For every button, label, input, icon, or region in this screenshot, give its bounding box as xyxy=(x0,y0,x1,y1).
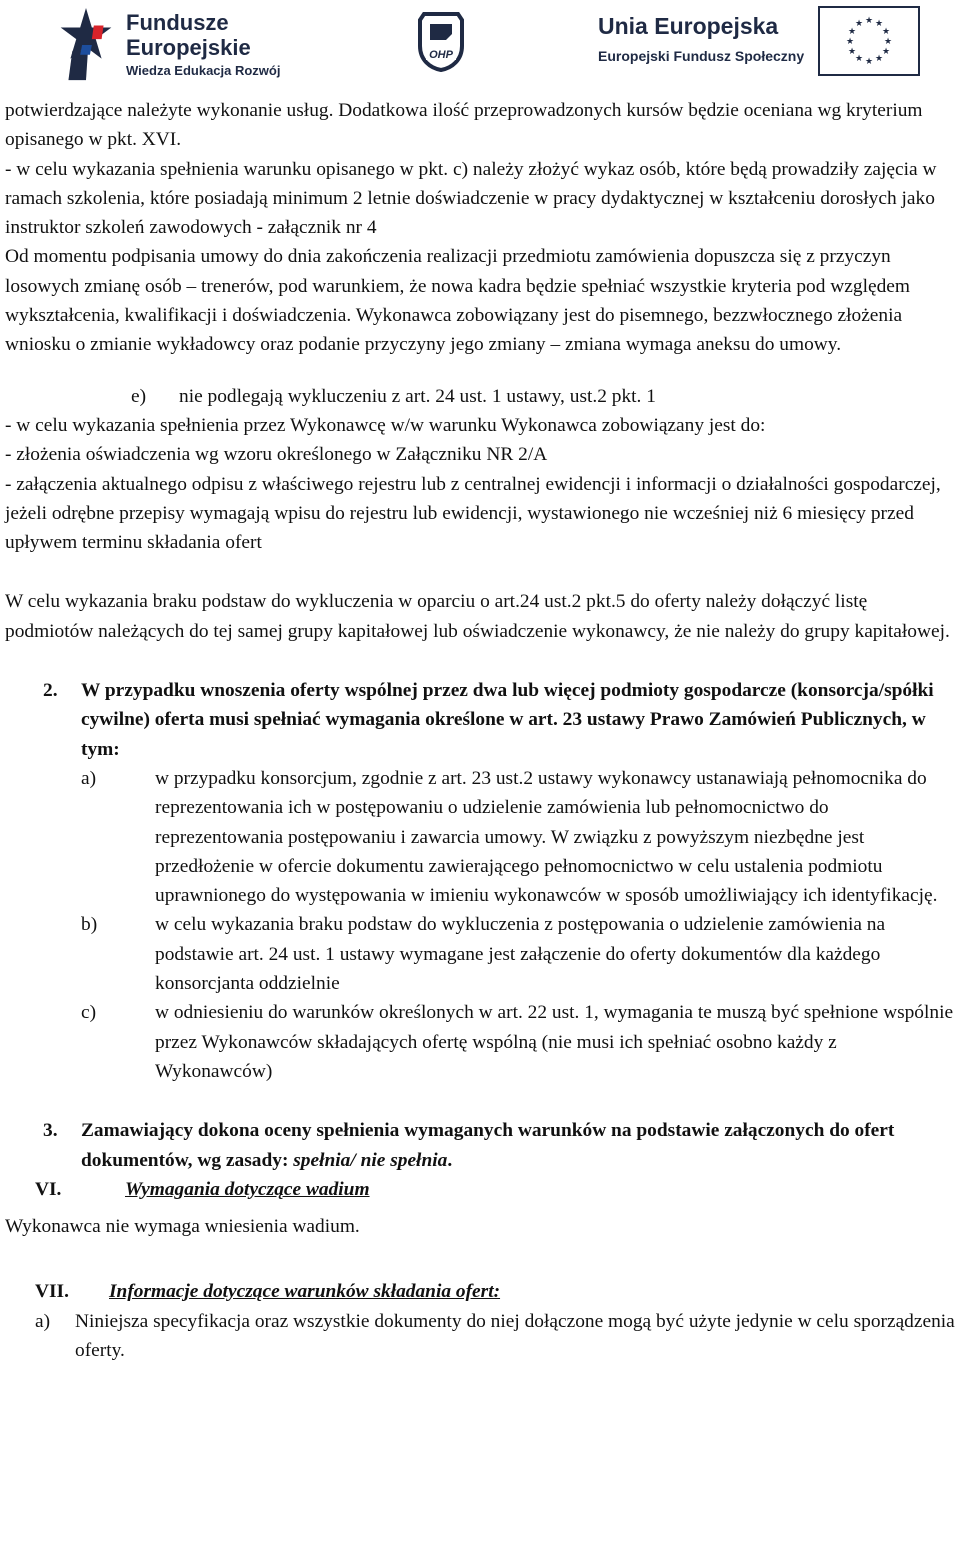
section-vii-heading xyxy=(5,1277,957,1306)
fe-title-line1: Fundusze xyxy=(126,10,229,35)
item-3-text-italic: spełnia/ nie spełnia xyxy=(293,1149,448,1171)
item-2b-label: b) xyxy=(81,914,98,936)
section-vi-label: VI. xyxy=(35,1178,62,1200)
svg-text:★: ★ xyxy=(847,47,857,57)
section-vii-label: VII. xyxy=(35,1281,69,1303)
item-2-text: W przypadku wnoszenia oferty wspólnej przez dwa lub więcej podmioty gospodarcze (konsorcja/spółki cywilne) oferta musi spełniać wymagania określone w art. 23 ustawy Prawo Zamówień Publicznych, w tym: xyxy=(81,680,934,760)
paragraph-p1: potwierdzające należyte wykonanie usług. Dodatkowa ilość przeprowadzonych kursów będzie oceniana wg kryterium opisanego w pkt. XVI. xyxy=(5,100,923,151)
fe-star-icon xyxy=(58,6,114,84)
section-vii-item-a-label: a) xyxy=(35,1310,51,1332)
item-2c-text: w odniesieniu do warunków określonych w art. 22 ust. 1, wymagania te muszą być spełnione wspólnie przez Wykonawców składających ofertę wspólną (nie musi ich spełniać osobno każdy z Wykonawców) xyxy=(155,1002,954,1082)
svg-text:★: ★ xyxy=(881,27,891,37)
item-2-label: 2. xyxy=(43,680,58,702)
item-2 xyxy=(5,676,957,764)
item-2c xyxy=(5,998,957,1086)
svg-text:★: ★ xyxy=(854,19,864,29)
paragraph-p5: - złożenia oświadczenia wg wzoru określonego w Załączniku NR 2/A xyxy=(5,444,548,466)
svg-text:★: ★ xyxy=(854,54,864,64)
paragraph-p3: Od momentu podpisania umowy do dnia zakończenia realizacji przedmiotu zamówienia dopuszcza się z przyczyn losowych zmianę osób – trenerów, pod warunkiem, że nowa kadra będzie spełniać wszystkie kryteria pod względem wykształcenia, kwalifikacji i doświadczenia. Wykonawca zobowiązany jest do pisemnego, bezzwłocznego złożenia wniosku o zmianie wykładowcy oraz podanie przyczyny jego zmiany – zmiana wymaga aneksu do umowy. xyxy=(5,246,910,356)
paragraph-p4: - w celu wykazania spełnienia przez Wykonawcę w/w warunku Wykonawca zobowiązany jest do: xyxy=(5,414,766,436)
item-e xyxy=(5,382,957,411)
svg-text:★: ★ xyxy=(874,54,884,64)
paragraph-p7: W celu wykazania braku podstaw do wykluczenia w oparciu o art.24 ust.2 pkt.5 do oferty należy dołączyć listę podmiotów należących do tej samej grupy kapitałowej lub oświadczenie wykonawcy, że nie należy do grupy kapitałowej. xyxy=(5,591,950,642)
section-vii-item-a xyxy=(5,1307,957,1366)
section-vi-title: Wymagania dotyczące wadium xyxy=(125,1178,370,1200)
fundusze-europejskie-logo xyxy=(58,6,280,84)
ohp-shield-icon xyxy=(416,10,466,72)
ohp-label: OHP xyxy=(429,49,453,61)
logo-header xyxy=(0,0,960,94)
document-body xyxy=(5,96,957,1365)
item-3 xyxy=(5,1116,957,1175)
section-vii-item-a-text: Niniejsza specyfikacja oraz wszystkie dokumenty do niej dołączone mogą być użyte jedynie w celu sporządzenia oferty. xyxy=(75,1310,955,1361)
item-2b-text: w celu wykazania braku podstaw do wykluczenia z postępowania o udzielenie zamówienia na podstawie art. 24 ust. 1 ustawy wymagane jest załączenie do oferty dokumentów dla każdego konsorcjanta oddzielnie xyxy=(155,914,886,995)
unia-europejska-logo xyxy=(598,12,804,66)
item-3-text-end: . xyxy=(447,1149,453,1171)
svg-text:★: ★ xyxy=(864,16,874,26)
eu-flag-icon xyxy=(818,6,920,76)
section-vii-title: Informacje dotyczące warunków składania ofert: xyxy=(109,1281,501,1303)
svg-text:★: ★ xyxy=(864,57,874,67)
item-2c-label: c) xyxy=(81,1002,97,1024)
ue-subtitle: Europejski Fundusz Społeczny xyxy=(598,48,805,64)
fe-title-line2: Europejskie xyxy=(126,35,251,60)
ue-title: Unia Europejska xyxy=(598,13,779,39)
item-2b xyxy=(5,910,957,998)
paragraph-p6: - załączenia aktualnego odpisu z właściwego rejestru lub z centralnej ewidencji i informacji o działalności gospodarczej, jeżeli odrębne przepisy wymagają wpisu do rejestru lub ewidencji, wystawionego nie wcześniej niż 6 miesięcy przed upływem terminu składania ofert xyxy=(5,473,941,554)
svg-text:★: ★ xyxy=(847,27,857,37)
item-2a xyxy=(5,764,957,910)
item-e-text: nie podlegają wykluczeniu z art. 24 ust. 1 ustawy, ust.2 pkt. 1 xyxy=(179,385,656,407)
item-e-label: e) xyxy=(131,385,147,407)
fe-subtitle: Wiedza Edukacja Rozwój xyxy=(126,63,281,78)
item-3-text xyxy=(81,1116,957,1175)
svg-text:★: ★ xyxy=(883,37,893,47)
section-vi-body: Wykonawca nie wymaga wniesienia wadium. xyxy=(5,1216,360,1238)
item-2a-text: w przypadku konsorcjum, zgodnie z art. 23 ust.2 ustawy wykonawcy ustanawiają pełnomocnika do reprezentowania ich w postępowaniu o udzielenie zamówienia lub pełnomocnictwo do reprezentowania postępowaniu i zawarcia umowy. W związku z powyższym niezbędne jest przedłożenie w ofercie dokumentu zawierającego pełnomocnictwo w celu ustalenia podmiotu uprawnionego do występowania w imieniu wykonawców w sposób umożliwiający ich identyfikację. xyxy=(155,767,938,907)
svg-text:★: ★ xyxy=(881,47,891,57)
item-2a-label: a) xyxy=(81,767,97,789)
item-3-label: 3. xyxy=(43,1120,58,1142)
paragraph-p2: - w celu wykazania spełnienia warunku opisanego w pkt. c) należy złożyć wykaz osób, które będą prowadziły zajęcia w ramach szkolenia, które posiadają minimum 2 letnie doświadczenie w pracy dydaktycznej w kształceniu dorosłych jako instruktor szkoleń zawodowych - załącznik nr 4 xyxy=(5,158,937,239)
ohp-logo xyxy=(416,10,466,77)
section-vi-heading xyxy=(5,1175,957,1204)
item-3-text-main: Zamawiający dokona oceny spełnienia wymaganych warunków na podstawie załączonych do ofert dokumentów, wg zasady: xyxy=(81,1120,895,1171)
svg-text:★: ★ xyxy=(874,19,884,29)
svg-text:★: ★ xyxy=(845,37,855,47)
